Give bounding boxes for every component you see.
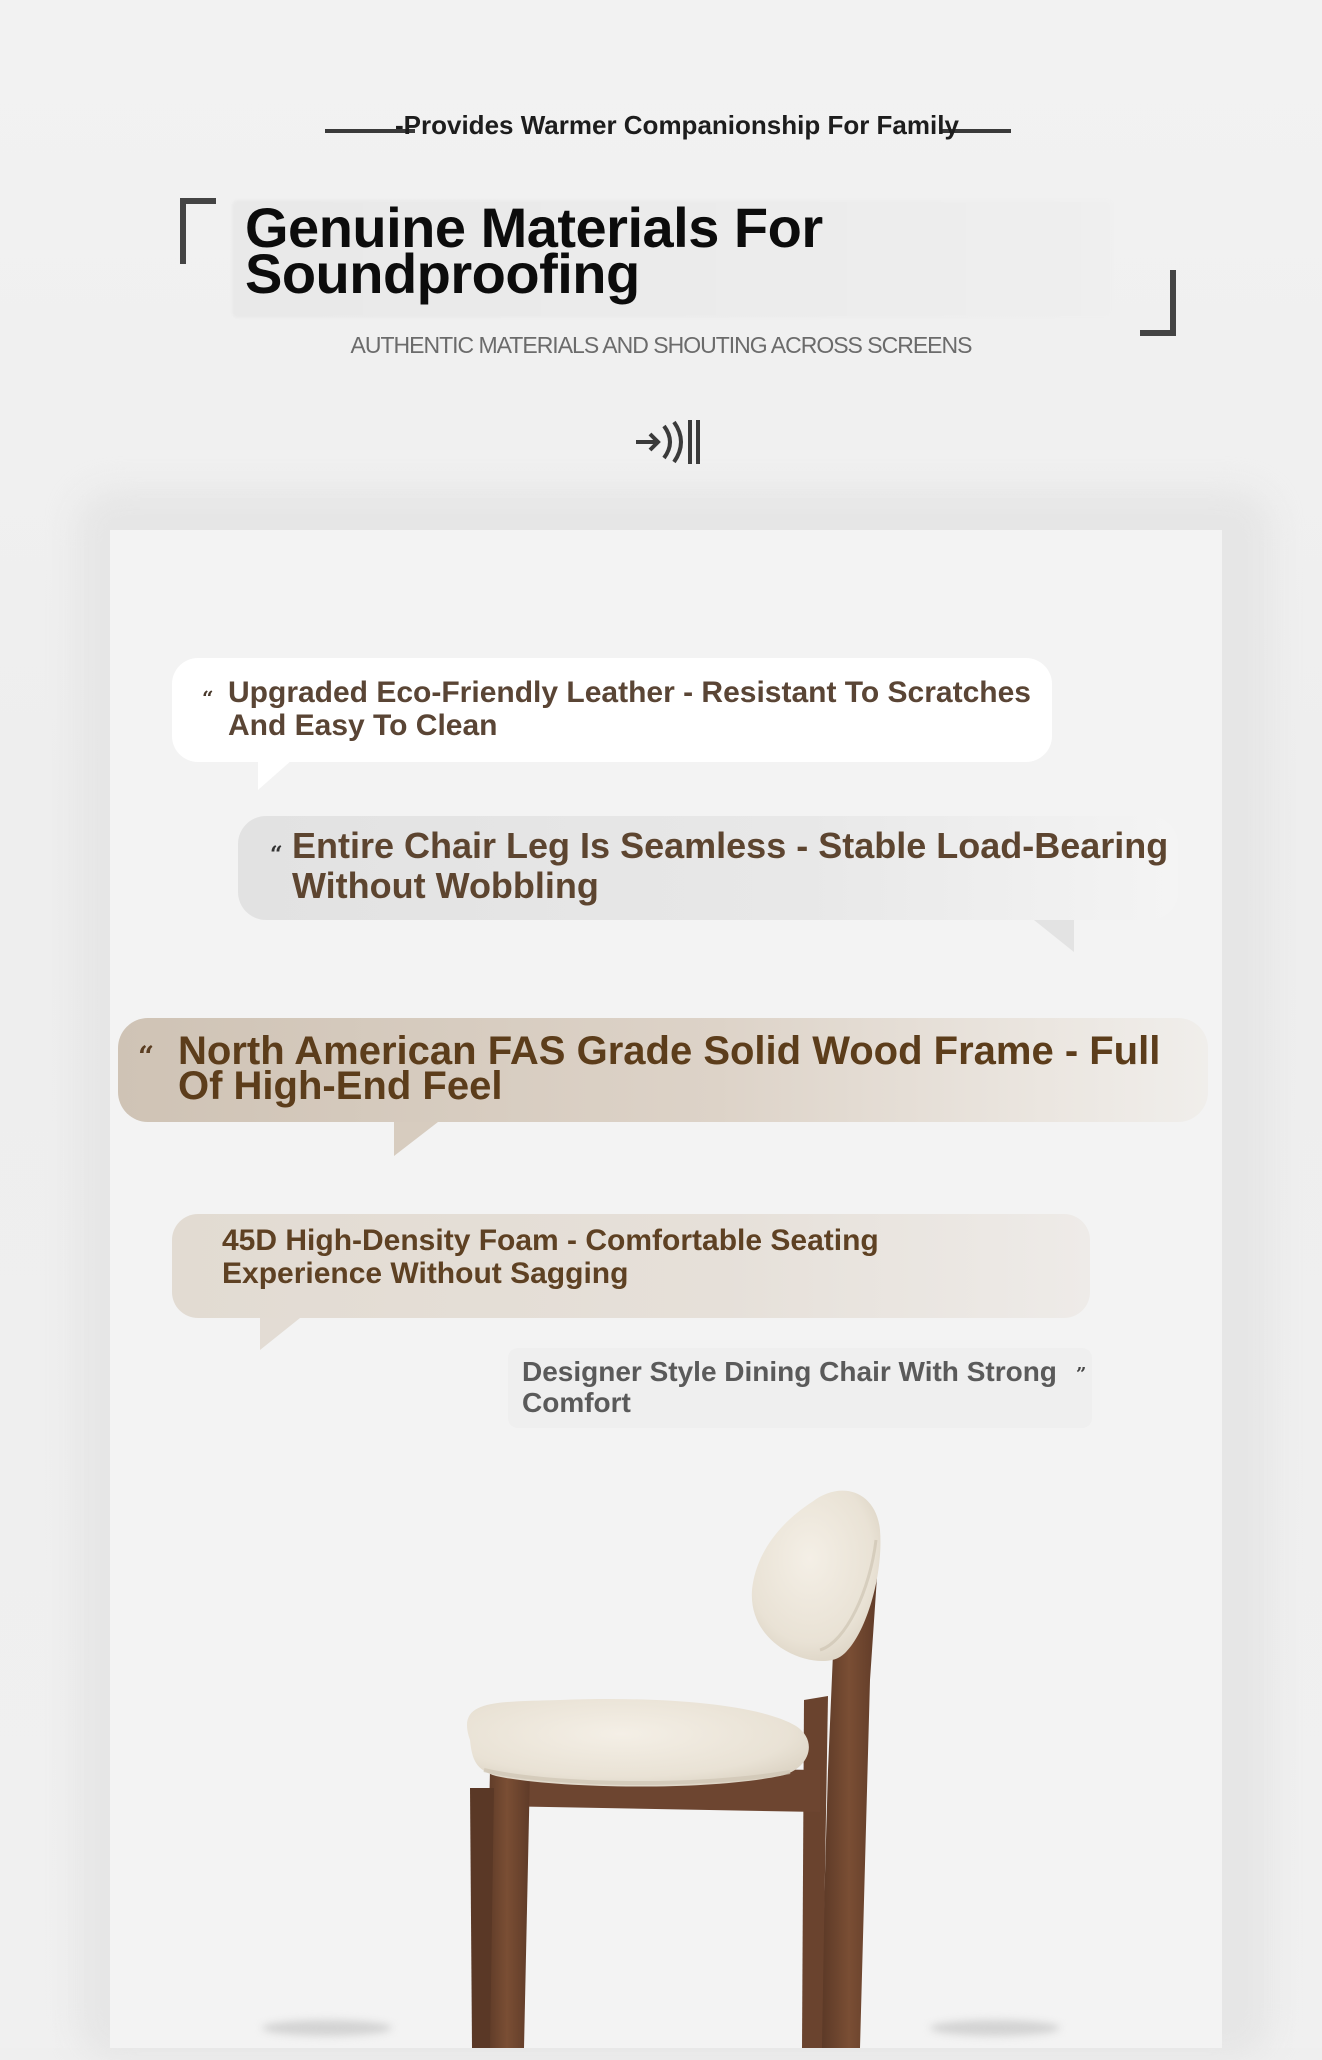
quote-open-icon: “ [202,686,214,710]
feature-bubble-leather [172,658,1052,762]
bubble-tail [260,1318,300,1350]
page-subtitle: AUTHENTIC MATERIALS AND SHOUTING ACROSS SCREENS [350,332,972,358]
feature-bubble-designer [508,1348,1092,1428]
bubble-tail [394,1122,438,1156]
sound-wave-icon [632,414,704,470]
feature-text-leather: Upgraded Eco-Friendly Leather - Resistant To Scratches And Easy To Clean [228,676,1031,742]
floor-shadow-left [262,2020,392,2036]
page-title-line1: Genuine Materials For [245,196,823,259]
tagline-block [325,108,1011,148]
bubble-tail [1034,920,1074,952]
page-title-line2: Soundproofing [245,242,640,305]
feature-text-foam: 45D High-Density Foam - Comfortable Seating Experience Without Sagging [222,1224,879,1290]
feature-text-wood-frame: North American FAS Grade Solid Wood Frame - Full Of High-End Feel [178,1029,1161,1108]
quote-open-icon: “ [270,842,283,868]
tagline: -Provides Warmer Companionship For Family [395,110,959,140]
feature-text-legs: Entire Chair Leg Is Seamless - Stable Load-Bearing Without Wobbling [292,825,1169,906]
feature-bubble-legs [238,816,1178,920]
dining-chair-image [400,1470,1000,2048]
feature-bubble-wood-frame [118,1018,1208,1122]
feature-bubble-foam [172,1214,1090,1318]
bracket-bottom-right [1140,270,1176,336]
bracket-top-left [180,198,216,264]
page-title [245,196,1045,305]
quote-close-icon: ” [1076,1364,1087,1385]
feature-text-designer: Designer Style Dining Chair With Strong Comfort [522,1356,1057,1418]
bubble-tail [258,760,292,790]
quote-open-icon: “ [138,1040,155,1073]
